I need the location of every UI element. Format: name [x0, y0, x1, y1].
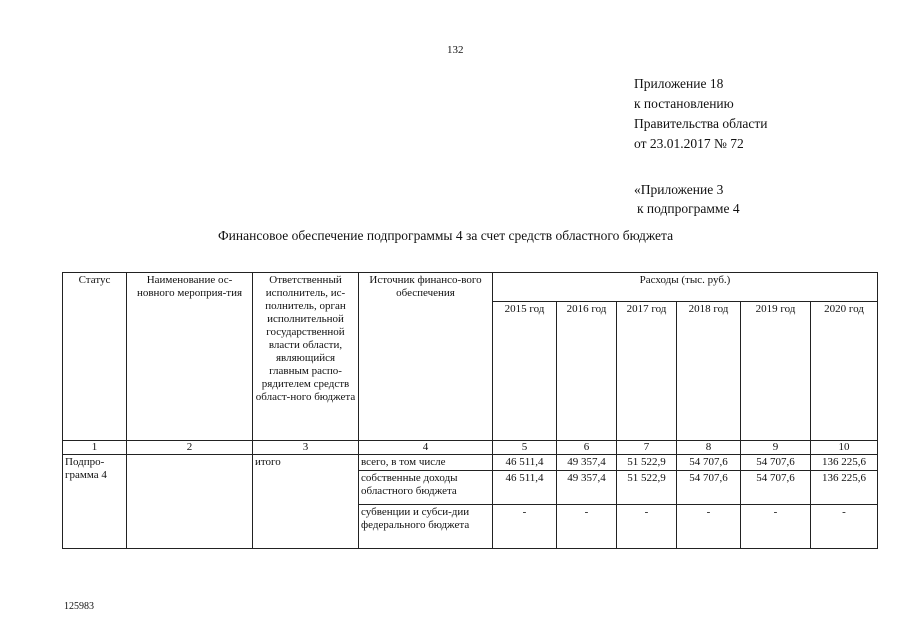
value-cell: 51 522,9 — [617, 455, 677, 471]
column-index: 8 — [677, 441, 741, 455]
value-cell: 54 707,6 — [677, 471, 741, 505]
value-cell: - — [617, 505, 677, 549]
value-cell: - — [557, 505, 617, 549]
value-cell: - — [677, 505, 741, 549]
document-title: Финансовое обеспечение подпрограммы 4 за счет средств областного бюджета — [218, 228, 674, 243]
header-year: 2018 год — [677, 302, 741, 441]
measure-cell — [127, 455, 253, 549]
value-cell: - — [811, 505, 878, 549]
value-cell: 46 511,4 — [493, 471, 557, 505]
column-index: 10 — [811, 441, 878, 455]
value-cell: 46 511,4 — [493, 455, 557, 471]
header-year: 2017 год — [617, 302, 677, 441]
header-year: 2020 год — [811, 302, 878, 441]
column-index: 3 — [253, 441, 359, 455]
source-cell: субвенции и субси-дии федерального бюджета — [359, 505, 493, 549]
value-cell: 54 707,6 — [677, 455, 741, 471]
sub-appendix-line: «Приложение 3 — [634, 182, 724, 197]
financing-table — [62, 272, 878, 549]
source-cell: собственные доходы областного бюджета — [359, 471, 493, 505]
header-source: Источник финансо-вого обеспечения — [359, 273, 493, 441]
appendix-line: к постановлению — [634, 96, 734, 111]
value-cell: 49 357,4 — [557, 471, 617, 505]
sub-appendix-line: к подпрограмме 4 — [637, 201, 740, 216]
value-cell: 51 522,9 — [617, 471, 677, 505]
column-index: 2 — [127, 441, 253, 455]
column-index: 5 — [493, 441, 557, 455]
column-index: 6 — [557, 441, 617, 455]
document-code: 125983 — [64, 601, 94, 612]
header-expenses: Расходы (тыс. руб.) — [493, 273, 878, 302]
value-cell: - — [741, 505, 811, 549]
column-index: 9 — [741, 441, 811, 455]
header-year: 2016 год — [557, 302, 617, 441]
value-cell: 136 225,6 — [811, 471, 878, 505]
header-executor: Ответственный исполнитель, ис-полнитель, орган исполнительной государственной власти области, являющийся главным распо-рядителем средств област-ного бюджета — [253, 273, 359, 441]
header-year: 2015 год — [493, 302, 557, 441]
appendix-line: Правительства области — [634, 116, 768, 131]
appendix-line: Приложение 18 — [634, 76, 724, 91]
column-index: 7 — [617, 441, 677, 455]
header-measure: Наименование ос-новного мероприя-тия — [127, 273, 253, 441]
executor-cell: итого — [253, 455, 359, 549]
page-number: 132 — [447, 44, 464, 56]
value-cell: 49 357,4 — [557, 455, 617, 471]
header-status: Статус — [63, 273, 127, 441]
source-cell: всего, в том числе — [359, 455, 493, 471]
value-cell: 54 707,6 — [741, 455, 811, 471]
header-year: 2019 год — [741, 302, 811, 441]
appendix-header — [634, 74, 767, 154]
appendix-line: от 23.01.2017 № 72 — [634, 136, 744, 151]
value-cell: 136 225,6 — [811, 455, 878, 471]
table-row — [63, 455, 878, 471]
column-index: 1 — [63, 441, 127, 455]
column-index: 4 — [359, 441, 493, 455]
sub-appendix-header — [634, 180, 740, 218]
value-cell: 54 707,6 — [741, 471, 811, 505]
value-cell: - — [493, 505, 557, 549]
status-cell: Подпро-грамма 4 — [63, 455, 127, 549]
